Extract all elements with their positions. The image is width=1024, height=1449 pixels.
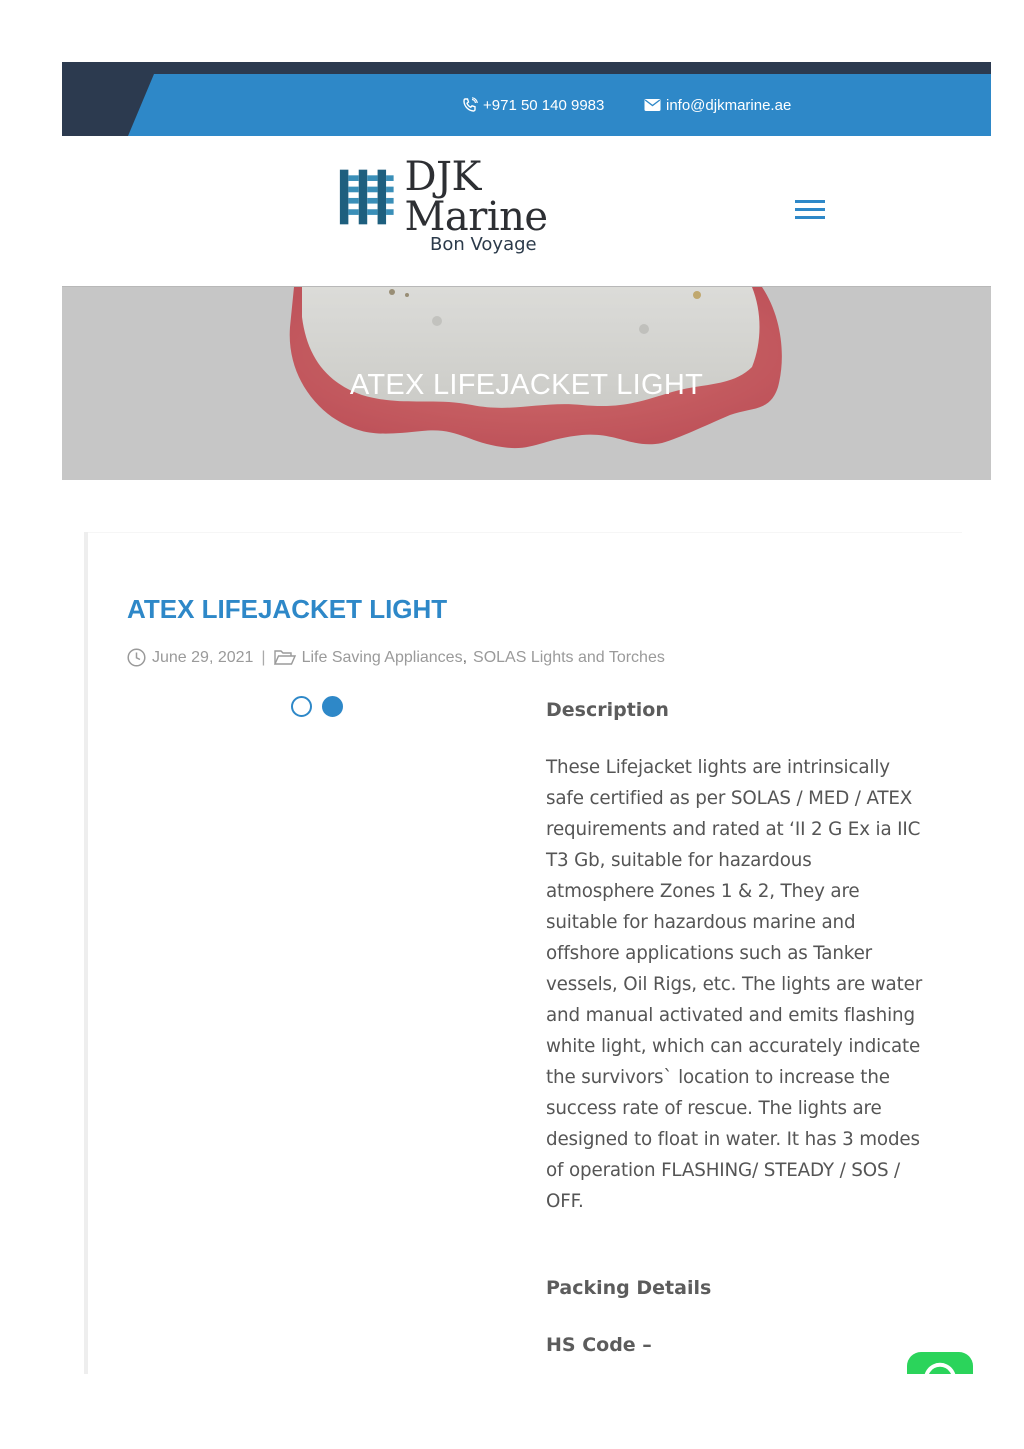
hamburger-line xyxy=(795,208,825,211)
gallery-dot-active[interactable] xyxy=(322,696,343,717)
email-link[interactable] xyxy=(644,96,791,114)
gallery-pagination xyxy=(291,696,343,717)
category-comma: , xyxy=(462,648,468,666)
folder-open-icon xyxy=(274,649,296,666)
meta-separator: | xyxy=(261,648,266,666)
clock-icon xyxy=(127,648,146,667)
hamburger-line xyxy=(795,216,825,219)
whatsapp-chat-button[interactable] xyxy=(907,1352,973,1374)
menu-toggle-button[interactable] xyxy=(795,200,825,220)
category-link[interactable]: Life Saving Appliances xyxy=(301,648,463,666)
post-date: June 29, 2021 xyxy=(152,648,254,666)
content-left-border xyxy=(84,532,88,1374)
site-tagline: Bon Voyage xyxy=(430,234,537,255)
hero-banner xyxy=(62,286,991,480)
envelope-icon xyxy=(644,98,661,112)
packing-details-heading: Packing Details xyxy=(546,1277,712,1299)
content-top-border xyxy=(88,532,962,533)
whatsapp-icon xyxy=(907,1352,973,1374)
description-text: These Lifejacket lights are intrinsically safe certified as per SOLAS / MED / ATEX requirements and rated at ‘II 2 G Ex ia IIC T3 Gb, suitable for hazardous atmosphere Zones 1 & 2, They are suitable for hazardous marine and offshore applications such as Tanker vessels, Oil Rigs, etc. The lights are water and manual activated and emits flashing white light, which can accurately indicate the survivors` location to increase the success rate of rescue. The lights are designed to float in water. It has 3 modes of operation FLASHING/ STEADY / SOS / OFF. xyxy=(546,757,923,1212)
brand-name: DJK Marine xyxy=(404,154,548,240)
ladder-logo-icon xyxy=(338,166,396,228)
site-logo[interactable] xyxy=(338,154,623,240)
hs-code-heading: HS Code – xyxy=(546,1334,652,1356)
gallery-dot[interactable] xyxy=(291,696,312,717)
phone-icon xyxy=(462,97,478,113)
hero-title: ATEX LIFEJACKET LIGHT xyxy=(349,369,704,401)
hamburger-icon xyxy=(795,200,825,203)
description-heading: Description xyxy=(546,699,669,721)
email-address: info@djkmarine.ae xyxy=(666,96,792,114)
post-meta xyxy=(127,648,665,667)
post-title: ATEX LIFEJACKET LIGHT xyxy=(127,594,448,624)
phone-number: +971 50 140 9983 xyxy=(483,96,605,114)
category-link[interactable]: SOLAS Lights and Torches xyxy=(473,648,665,666)
phone-link[interactable] xyxy=(462,96,604,114)
